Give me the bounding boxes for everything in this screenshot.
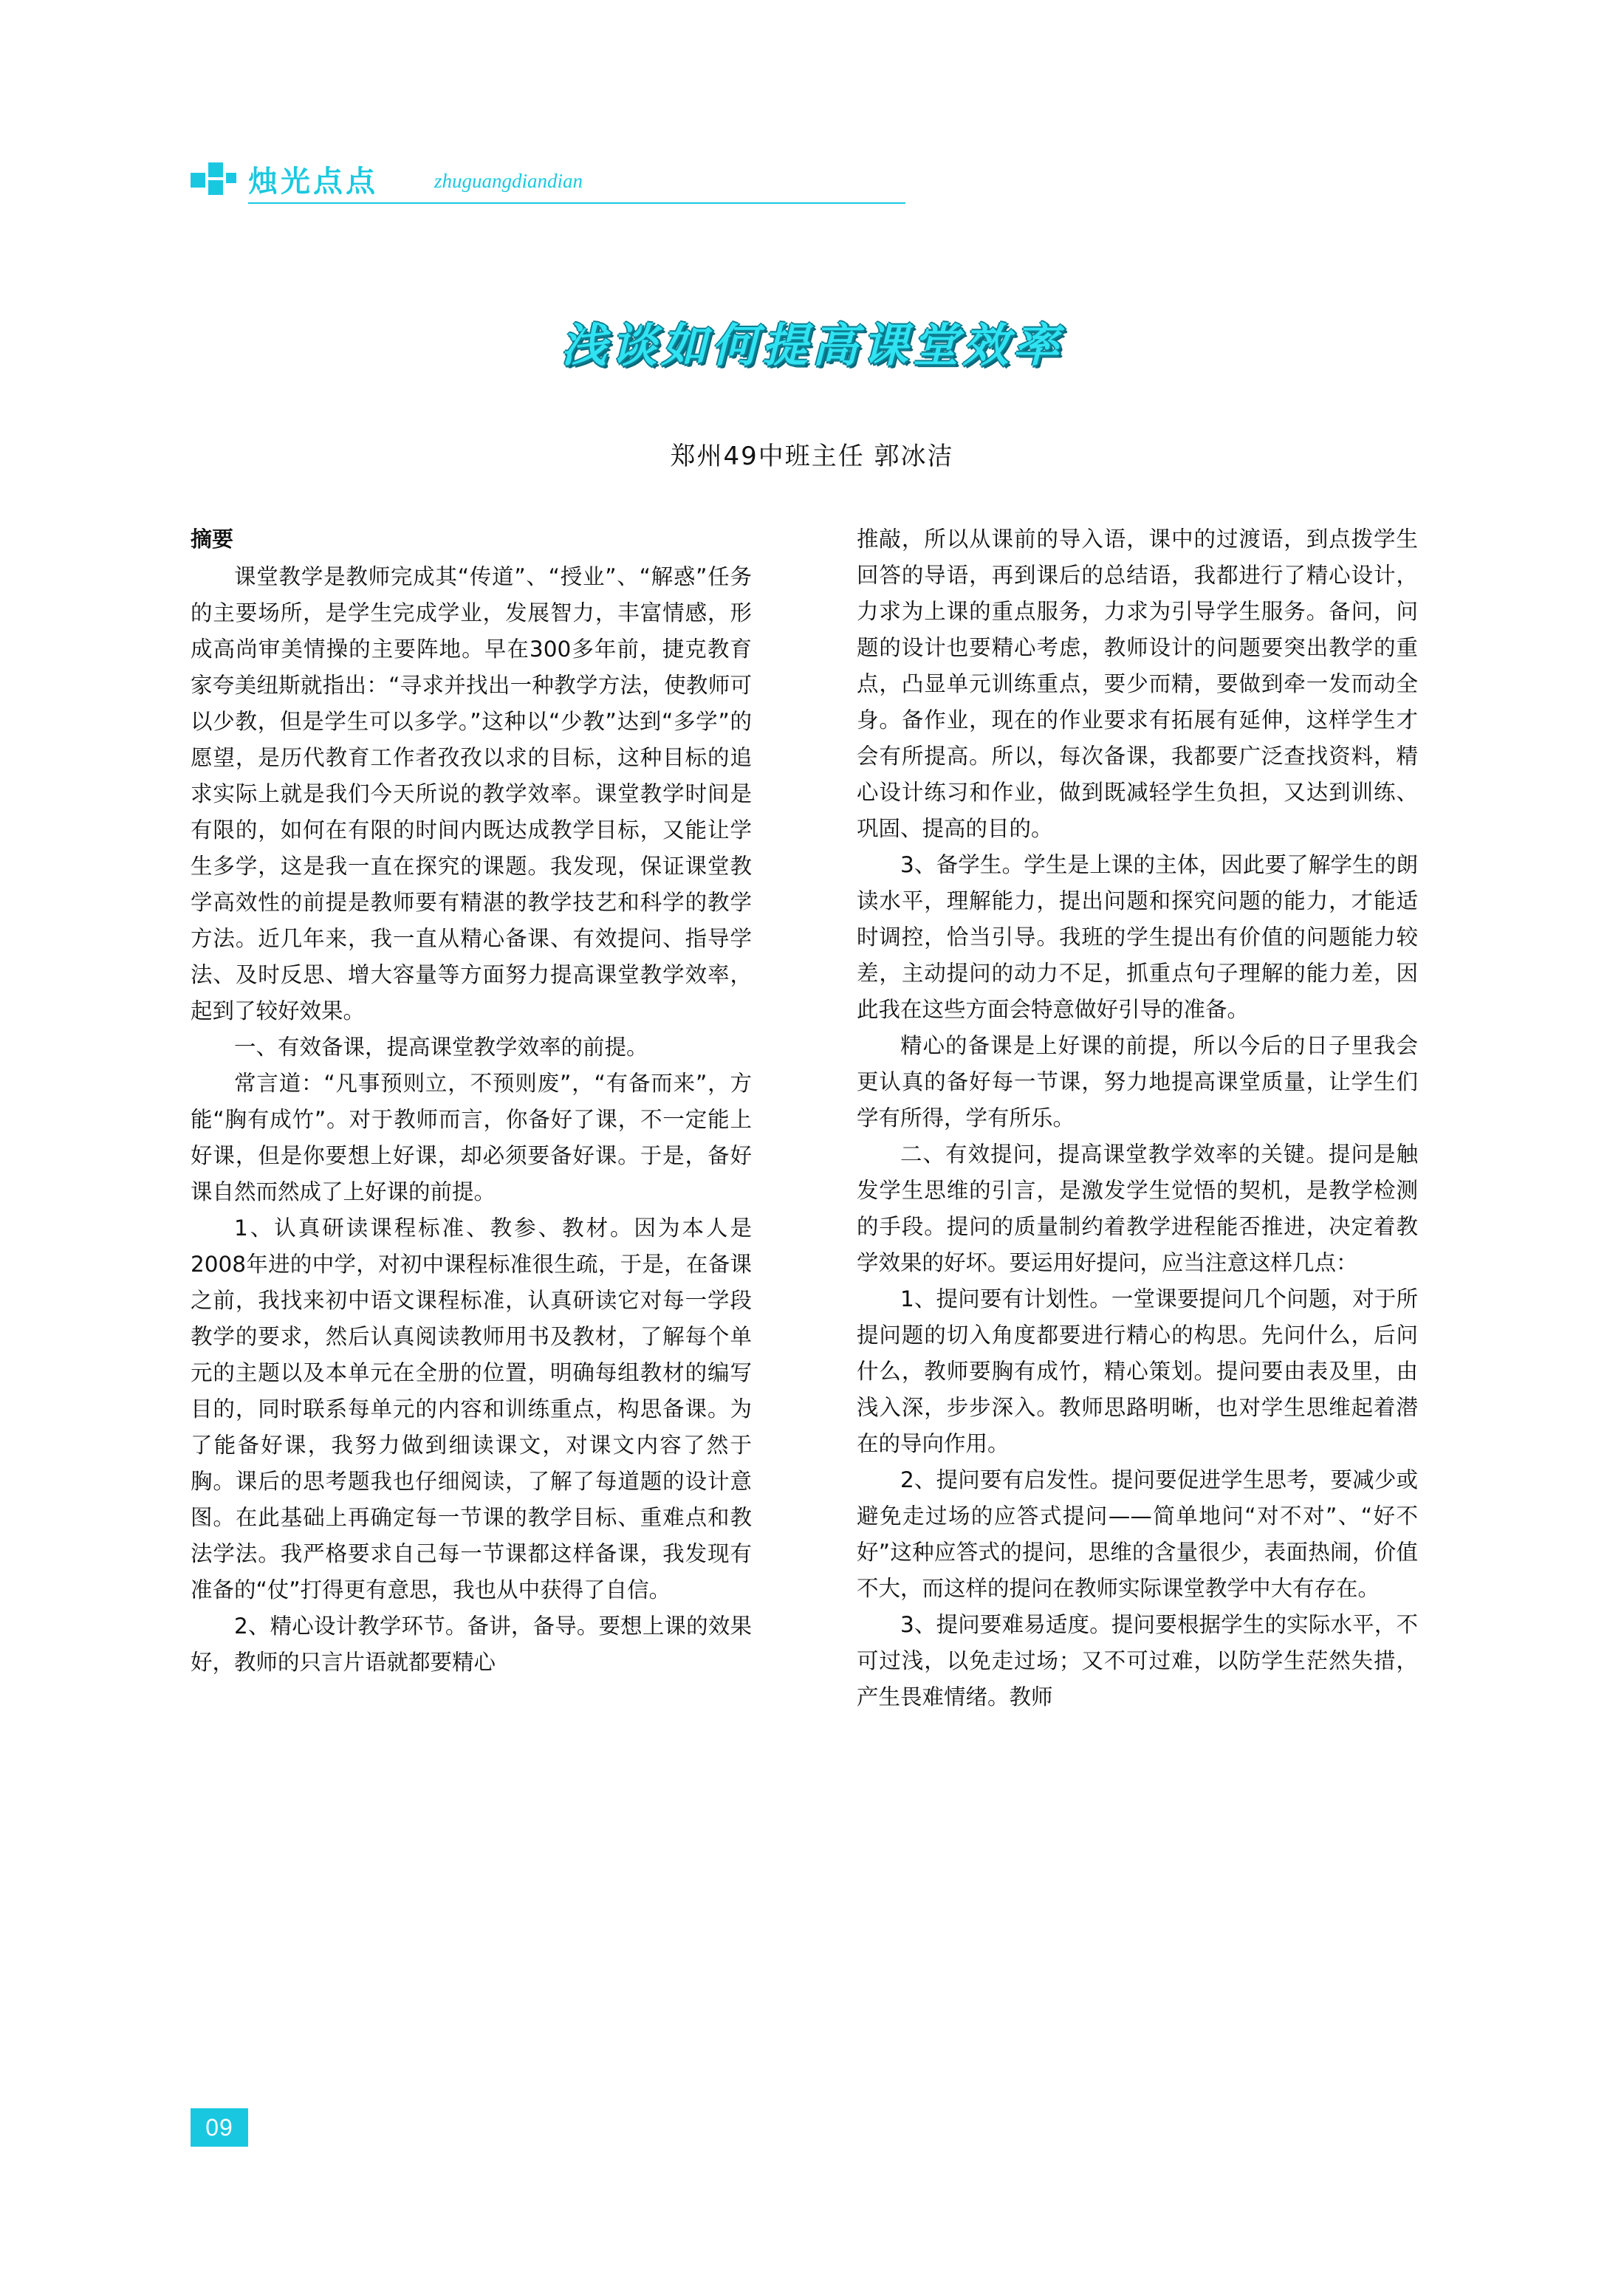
paragraph: 二、有效提问，提高课堂教学效率的关键。提问是触发学生思维的引言，是激发学生觉悟的契机，是教学检测的手段。提问的质量制约着教学进程能否推进，决定着教学效果的好坏。要运用好提问，应当注意这样几点： xyxy=(857,1142,1418,1275)
page-title: 浅谈如何提高课堂效率 xyxy=(561,318,1063,372)
paragraph: 3、备学生。学生是上课的主体，因此要了解学生的朗读水平，理解能力，提出问题和探究问题的能力，才能适时调控，恰当引导。我班的学生提出有价值的问题能力较差，主动提问的动力不足，抓重点句子理解的能力差，因此我在这些方面会特意做好引导的准备。 xyxy=(857,852,1418,1022)
paragraph: 1、提问要有计划性。一堂课要提问几个问题，对于所提问题的切入角度都要进行精心的构思。先问什么，后问什么，教师要胸有成竹，精心策划。提问要由表及里，由浅入深，步步深入。教师思路明晰，也对学生思维起着潜在的导向作用。 xyxy=(857,1286,1418,1456)
paragraph: 一、有效备课，提高课堂教学效率的前提。 xyxy=(234,1035,648,1060)
paragraph: 2、精心设计教学环节。备讲，备导。要想上课的效果好，教师的只言片语就都要精心 xyxy=(191,1614,752,1675)
page-number-badge: 09 xyxy=(191,2108,248,2147)
paragraph: 3、提问要难易适度。提问要根据学生的实际水平，不可过浅，以免走过场；又不可过难，以防学生茫然失措，产生畏难情绪。教师 xyxy=(857,1612,1418,1710)
paragraph: 2、提问要有启发性。提问要促进学生思考，要减少或避免走过场的应答式提问——简单地问“对不对”、“好不好”这种应答式的提问，思维的含量很少，表面热闹，价值不大，而这样的提问在教师实际课堂教学中大有存在。 xyxy=(857,1467,1418,1601)
header-brand-pinyin: zhuguangdiandian xyxy=(434,170,583,192)
abstract-label: 摘要 xyxy=(191,527,234,552)
paragraph: 精心的备课是上好课的前提，所以今后的日子里我会更认真的备好每一节课，努力地提高课堂质量，让学生们学有所得，学有所乐。 xyxy=(857,1033,1418,1131)
header-divider xyxy=(248,202,905,204)
squares-logo-icon xyxy=(191,162,232,204)
column-left xyxy=(191,521,752,1681)
paragraph: 课堂教学是教师完成其“传道”、“授业”、“解惑”任务的主要场所，是学生完成学业，发展智力，丰富情感，形成高尚审美情操的主要阵地。早在300多年前，捷克教育家夸美纽斯就指出：“寻求并找出一种教学方法，使教师可以少教，但是学生可以多学。”这种以“少教”达到“多学”的愿望，是历代教育工作者孜孜以求的目标，这种目标的追求实际上就是我们今天所说的教学效率。课堂教学时间是有限的，如何在有限的时间内既达成教学目标，又能让学生多学，这是我一直在探究的课题。我发现，保证课堂教学高效性的前提是教师要有精湛的教学技艺和科学的教学方法。近几年来，我一直从精心备课、有效提问、指导学法、及时反思、增大容量等方面努力提高课堂教学效率，起到了较好效果。 xyxy=(191,564,752,1023)
article-byline: 郑州49中班主任 郭冰洁 xyxy=(670,442,954,471)
column-right xyxy=(857,521,1418,1715)
paragraph: 1、认真研读课程标准、教参、教材。因为本人是2008年进的中学，对初中课程标准很生疏，于是，在备课之前，我找来初中语文课程标准，认真研读它对每一学段教学的要求，然后认真阅读教师用书及教材，了解每个单元的主题以及本单元在全册的位置，明确每组教材的编写目的，同时联系每单元的内容和训练重点，构思备课。为了能备好课，我努力做到细读课文，对课文内容了然于胸。课后的思考题我也仔细阅读，了解了每道题的设计意图。在此基础上再确定每一节课的教学目标、重难点和教法学法。我严格要求自己每一节课都这样备课，我发现有准备的“仗”打得更有意思，我也从中获得了自信。 xyxy=(191,1215,752,1602)
paragraph: 推敲，所以从课前的导入语，课中的过渡语，到点拨学生回答的导语，再到课后的总结语，我都进行了精心设计，力求为上课的重点服务，力求为引导学生服务。备问，问题的设计也要精心考虑，教师设计的问题要突出教学的重点，凸显单元训练重点，要少而精，要做到牵一发而动全身。备作业，现在的作业要求有拓展有延伸，这样学生才会有所提高。所以，每次备课，我都要广泛查找资料，精心设计练习和作业，做到既减轻学生负担，又达到训练、巩固、提高的目的。 xyxy=(857,527,1418,841)
header-brand-cn: 烛光点点 xyxy=(248,165,378,199)
page-header xyxy=(191,148,1439,214)
paragraph: 常言道：“凡事预则立，不预则废”，“有备而来”，方能“胸有成竹”。对于教师而言，你备好了课，不一定能上好课，但是你要想上好课，却必须要备好课。于是，备好课自然而然成了上好课的前提。 xyxy=(191,1071,752,1204)
